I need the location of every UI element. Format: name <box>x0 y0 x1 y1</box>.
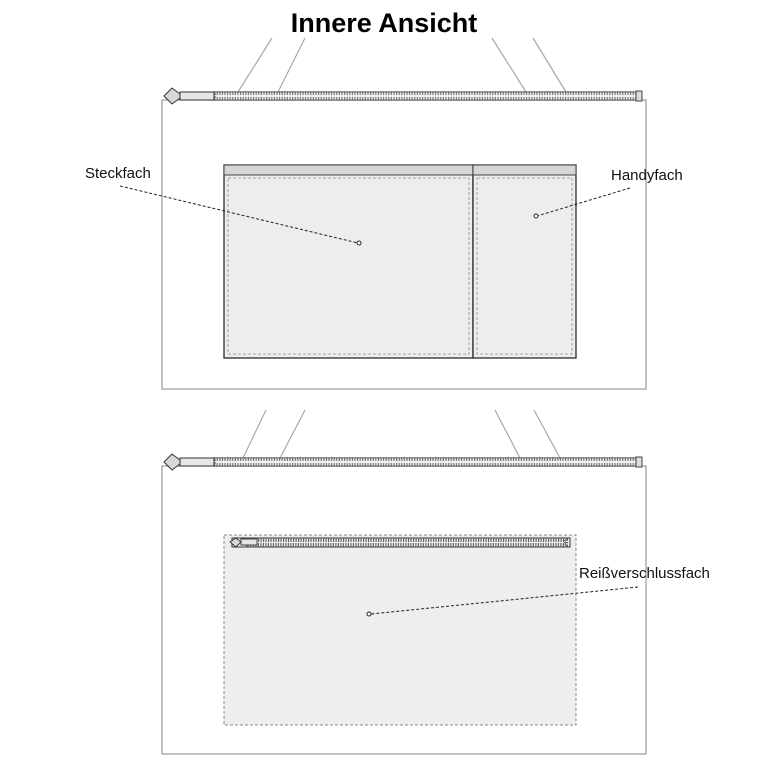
diagram-title: Innere Ansicht <box>290 8 478 38</box>
reissverschlussfach-marker <box>367 612 371 616</box>
top-strap-right-inner <box>492 38 526 92</box>
bottom-panel <box>162 410 710 754</box>
handyfach-label: Handyfach <box>611 167 683 184</box>
steckfach-marker <box>357 241 361 245</box>
top-panel <box>85 38 683 389</box>
steckfach-label: Steckfach <box>85 165 151 182</box>
handyfach-pocket <box>473 165 576 358</box>
top-strap-left-outer <box>238 38 272 92</box>
pocket-zipper <box>230 538 570 547</box>
bottom-strap-left-outer <box>243 410 266 458</box>
bottom-strap-right-outer <box>534 410 560 458</box>
bottom-strap-left-inner <box>280 410 305 458</box>
top-strap-right-outer <box>533 38 566 92</box>
top-strap-left-inner <box>278 38 305 92</box>
reissverschlussfach-label: Reißverschlussfach <box>579 565 710 582</box>
bottom-strap-right-inner <box>495 410 520 458</box>
reissverschlussfach-pocket <box>224 535 576 725</box>
steckfach-pocket <box>224 165 473 358</box>
handyfach-marker <box>534 214 538 218</box>
